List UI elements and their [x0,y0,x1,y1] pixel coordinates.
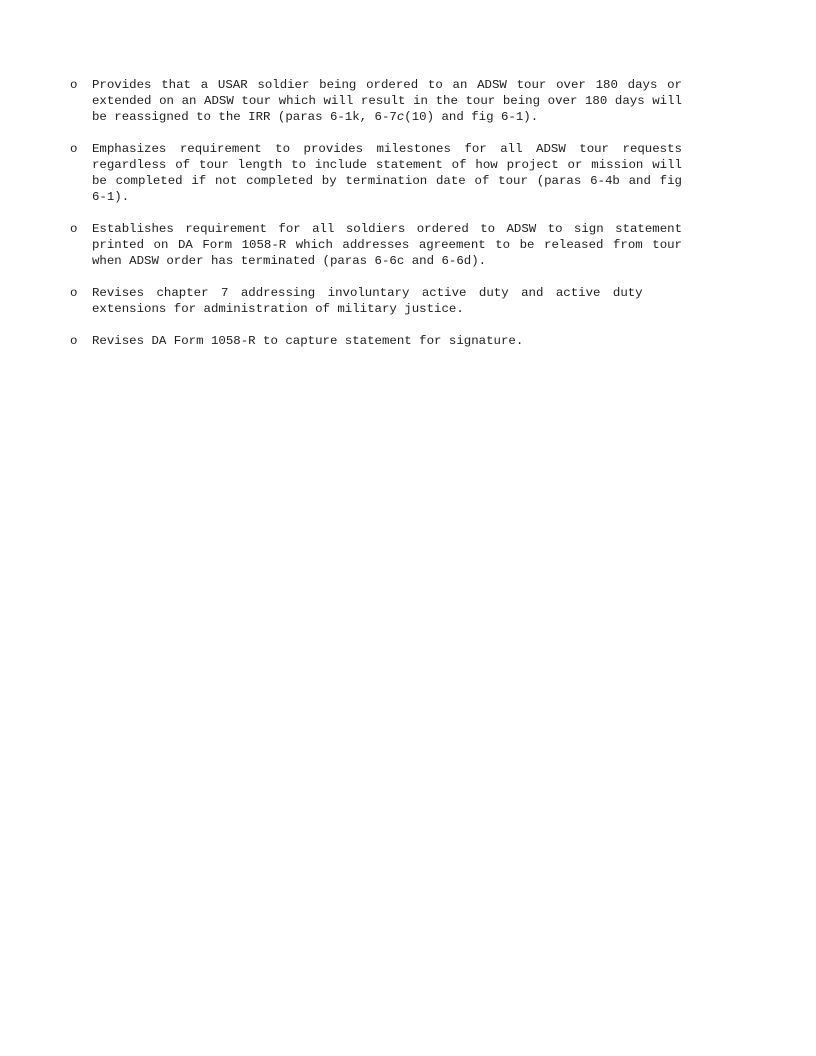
bullet-marker: o [70,142,78,156]
bullet-text [92,77,682,125]
bullet-marker: o [70,286,78,300]
text-line [92,301,682,317]
bullet-item [70,77,816,125]
text-line [92,237,682,253]
text-line [92,93,682,109]
text-segment: when ADSW order has terminated (paras 6-6c and 6-6d). [92,254,487,268]
text-line [92,173,682,189]
text-line [92,77,682,93]
text-segment: Revises chapter 7 addressing involuntary active duty and active duty [92,286,643,300]
text-line [92,285,682,301]
bullet-item [70,221,816,269]
text-segment: Emphasizes requirement to provides milestones for all ADSW tour requests [92,142,682,156]
bullet-text [92,221,682,269]
text-segment: be completed if not completed by termination date of tour (paras 6-4b and fig [92,174,682,188]
text-segment: extensions for administration of military justice. [92,302,464,316]
text-segment: Revises DA Form 1058-R to capture statement for signature. [92,334,524,348]
text-segment: (10) and fig 6-1). [404,110,539,124]
text-segment: printed on DA Form 1058-R which addresses agreement to be released from tour [92,238,682,252]
bullet-text [92,141,682,205]
text-line [92,189,682,205]
bullet-item [70,141,816,205]
text-line [92,109,682,125]
text-line [92,253,682,269]
bullet-marker: o [70,334,78,348]
italic-text: c [396,110,405,124]
text-segment: extended on an ADSW tour which will result in the tour being over 180 days will [92,94,682,108]
text-line [92,141,682,157]
text-line [92,333,682,349]
bullet-text [92,285,682,317]
bullet-text [92,333,682,349]
text-line [92,157,682,173]
text-segment: be reassigned to the IRR (paras 6-1k, 6-7 [92,110,397,124]
bullet-list [0,0,816,349]
bullet-item [70,285,816,317]
text-segment: regardless of tour length to include statement of how project or mission will [92,158,682,172]
text-segment: Provides that a USAR soldier being ordered to an ADSW tour over 180 days or [92,78,682,92]
bullet-item [70,333,816,349]
text-line [92,221,682,237]
text-segment: 6-1). [92,190,130,204]
bullet-marker: o [70,222,78,236]
bullet-marker: o [70,78,78,92]
text-segment: Establishes requirement for all soldiers ordered to ADSW to sign statement [92,222,682,236]
